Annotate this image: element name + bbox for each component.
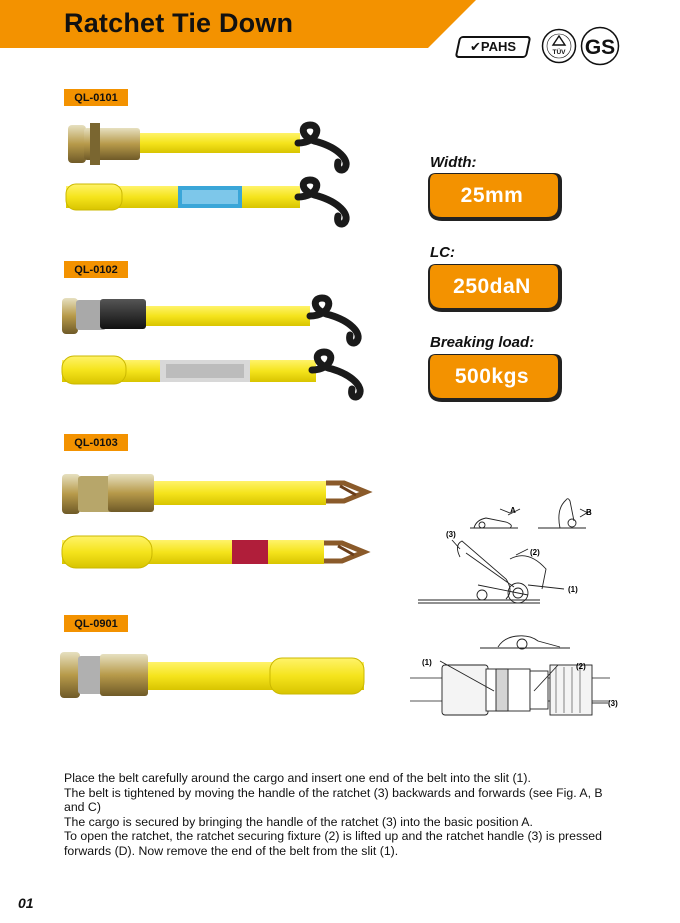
fig-label-a: A [510,506,516,515]
ql-0101-ratchet-strap-image [68,123,346,170]
callout-1-lower: (1) [422,658,432,667]
tuv-certification-icon [541,28,577,64]
lc-value: 250daN [453,275,531,298]
model-label-ql-0101: QL-0101 [64,89,128,106]
ql-0103-ratchet-strap-image [62,474,366,514]
ql-0102-strap-end-image [62,352,360,397]
width-label: Width: [430,154,477,171]
ql-0103-strap-end-image [62,536,364,568]
model-label-ql-0901: QL-0901 [64,615,128,632]
ql-0102-ratchet-strap-image [62,298,358,343]
instructions-text [64,771,624,859]
lc-label: LC: [430,244,455,261]
model-label-ql-0103: QL-0103 [64,434,128,451]
callout-2-upper: (2) [530,548,540,557]
callout-1-upper: (1) [568,585,578,594]
callout-3-upper: (3) [446,530,456,539]
ql-0901-ratchet-strap-image [60,652,364,698]
instruction-paragraph: To open the ratchet, the ratchet securing fixture (2) is lifted up and the ratchet handle (3) is pressed forwards (D). Now remove the end of the belt from the slit (1). [64,829,602,858]
model-label-ql-0102: QL-0102 [64,261,128,278]
ratchet-operation-diagram [410,495,630,725]
gs-certification-icon [580,26,620,66]
callout-3-lower: (3) [608,699,618,708]
instruction-paragraph: The belt is tightened by moving the handle of the ratchet (3) backwards and forwards (see Fig. A, B and C) [64,785,603,815]
tuv-text: TÜV [552,49,566,56]
callout-2-lower: (2) [576,662,586,671]
page-title: Ratchet Tie Down [64,8,294,38]
breaking-load-label: Breaking load: [430,334,535,351]
product-photos [0,0,400,760]
instruction-paragraph: Place the belt carefully around the cargo and insert one end of the belt into the slit (1). [64,771,531,785]
breaking-load-value: 500kgs [454,365,530,388]
instruction-paragraph: The cargo is secured by bringing the handle of the ratchet (3) into the basic position A. [64,814,533,829]
fig-label-b: B [586,508,592,517]
width-value: 25mm [460,184,524,207]
gs-text: GS [584,36,616,59]
ql-0101-strap-end-image [66,180,346,224]
page-number: 01 [18,895,34,911]
pahs-certification-badge: ✔PAHS [455,36,532,58]
